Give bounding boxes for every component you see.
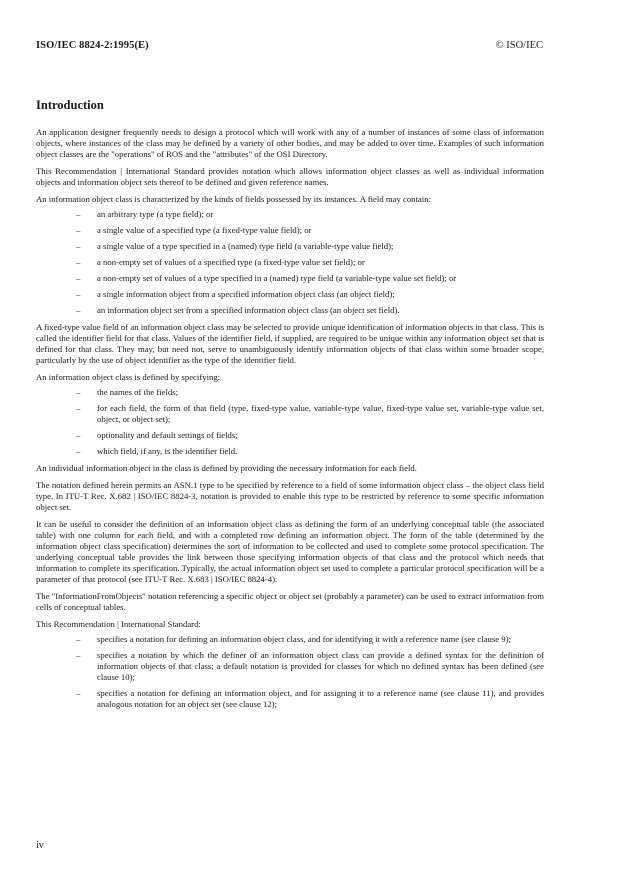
paragraph-3: An information object class is characterized by the kinds of fields possessed by its instances. A field may contain:: [36, 194, 431, 204]
dash-bullet: –: [76, 387, 81, 397]
dash-bullet: –: [76, 241, 81, 251]
list-item: – a single information object from a specified information object class (an object field);: [76, 289, 395, 299]
standard-scope-list: [36, 634, 544, 710]
list-item: – for each field, the form of that field (type, fixed-type value, variable-type value, fixed-type value set, variable-type value set, object, or object set);: [76, 403, 544, 424]
class-spec-list: [36, 387, 544, 457]
page-number: iv: [36, 840, 44, 851]
dash-bullet: –: [76, 446, 81, 456]
paragraph-1: An application designer frequently needs to design a protocol which will work with any of a number of instances of some class of information objects, where instances of the class may be defined by a variety of other bodies, and may be added to over time. Examples of such information object classes are the "operations" of ROS and the "attributes" of the OSI Directory.: [36, 127, 544, 159]
paragraph-4: A fixed-type value field of an information object class may be selected to provide unique identification of information objects in that class. This is called the identifier field for that class. Values of the identifier field, if supplied, are required to be unique within any information object set that is defined for that class. They may, but need not, serve to unambiguously identify information objects of that class within some broader scope, particularly by the use of object identifier as the type of the identifier field.: [36, 322, 544, 365]
paragraph-9: The "InformationFromObjects" notation referencing a specific object or object set (probably a parameter) can be used to extract information from cells of conceptual tables.: [36, 591, 544, 612]
paragraph-10: This Recommendation | International Standard:: [36, 619, 201, 629]
paragraph-6: An individual information object in the class is defined by providing the necessary information for each field.: [36, 463, 417, 473]
body-text: [36, 127, 544, 716]
document-identifier: ISO/IEC 8824-2:1995(E): [36, 40, 149, 51]
list-item: – specifies a notation for defining an information object, and for assigning it to a reference name (see clause 11), and provides analogous notation for an object set (see clause 12);: [76, 688, 544, 709]
dash-bullet: –: [76, 650, 81, 660]
list-item: – specifies a notation by which the definer of an information object class can provide a defined syntax for the definition of information objects of that class; a default notation is provided for classes for which no defined syntax has been defined (see clause 10);: [76, 650, 544, 682]
list-item: – a non-empty set of values of a type specified in a (named) type field (a variable-type value set field); or: [76, 273, 457, 283]
list-item: – an information object set from a specified information object class (an object set field).: [76, 305, 400, 315]
dash-bullet: –: [76, 403, 81, 413]
dash-bullet: –: [76, 257, 81, 267]
dash-bullet: –: [76, 305, 81, 315]
dash-bullet: –: [76, 634, 81, 644]
copyright-mark: © ISO/IEC: [495, 40, 543, 51]
list-item: – an arbitrary type (a type field); or: [76, 209, 214, 219]
dash-bullet: –: [76, 289, 81, 299]
section-title: Introduction: [36, 98, 104, 112]
paragraph-5: An information object class is defined by specifying:: [36, 372, 221, 382]
list-item: – the names of the fields;: [76, 387, 179, 397]
field-kinds-list: [36, 209, 544, 316]
dash-bullet: –: [76, 688, 81, 698]
dash-bullet: –: [76, 273, 81, 283]
dash-bullet: –: [76, 225, 81, 235]
paragraph-8: It can be useful to consider the definition of an information object class as defining the form of an underlying conceptual table (the associated table) with one column for each field, and with a completed row defining an information object. The form of the table (determined by the information object class specification) determines the sort of information to be collected and used to complete some protocol specification. The underlying conceptual table provides the link between those specifying information objects of that class and the protocol which needs that information to complete its specification. Typically, the actual information object set used to complete a particular protocol specification will be a parameter of that protocol (see ITU-T Rec. X.683 | ISO/IEC 8824-4).: [36, 519, 544, 584]
list-item: – a single value of a specified type (a fixed-type value field); or: [76, 225, 312, 235]
list-item: – a non-empty set of values of a specified type (a fixed-type value set field); or: [76, 257, 365, 267]
paragraph-2: This Recommendation | International Standard provides notation which allows information object classes as well as individual information objects and information object sets thereof to be defined and given reference names.: [36, 166, 544, 187]
paragraph-7: The notation defined herein permits an ASN.1 type to be specified by reference to a field of some information object class – the object class field type. In ITU-T Rec. X.682 | ISO/IEC 8824-3, notation is provided to enable this type to be restricted by reference to some specific information object set.: [36, 480, 544, 512]
list-item: – specifies a notation for defining an information object class, and for identifying it with a reference name (see clause 9);: [76, 634, 511, 644]
dash-bullet: –: [76, 209, 81, 219]
list-item: – a single value of a type specified in a (named) type field (a variable-type value field);: [76, 241, 394, 251]
list-item: – which field, if any, is the identifier field.: [76, 446, 238, 456]
dash-bullet: –: [76, 430, 81, 440]
list-item: – optionality and default settings of fields;: [76, 430, 238, 440]
